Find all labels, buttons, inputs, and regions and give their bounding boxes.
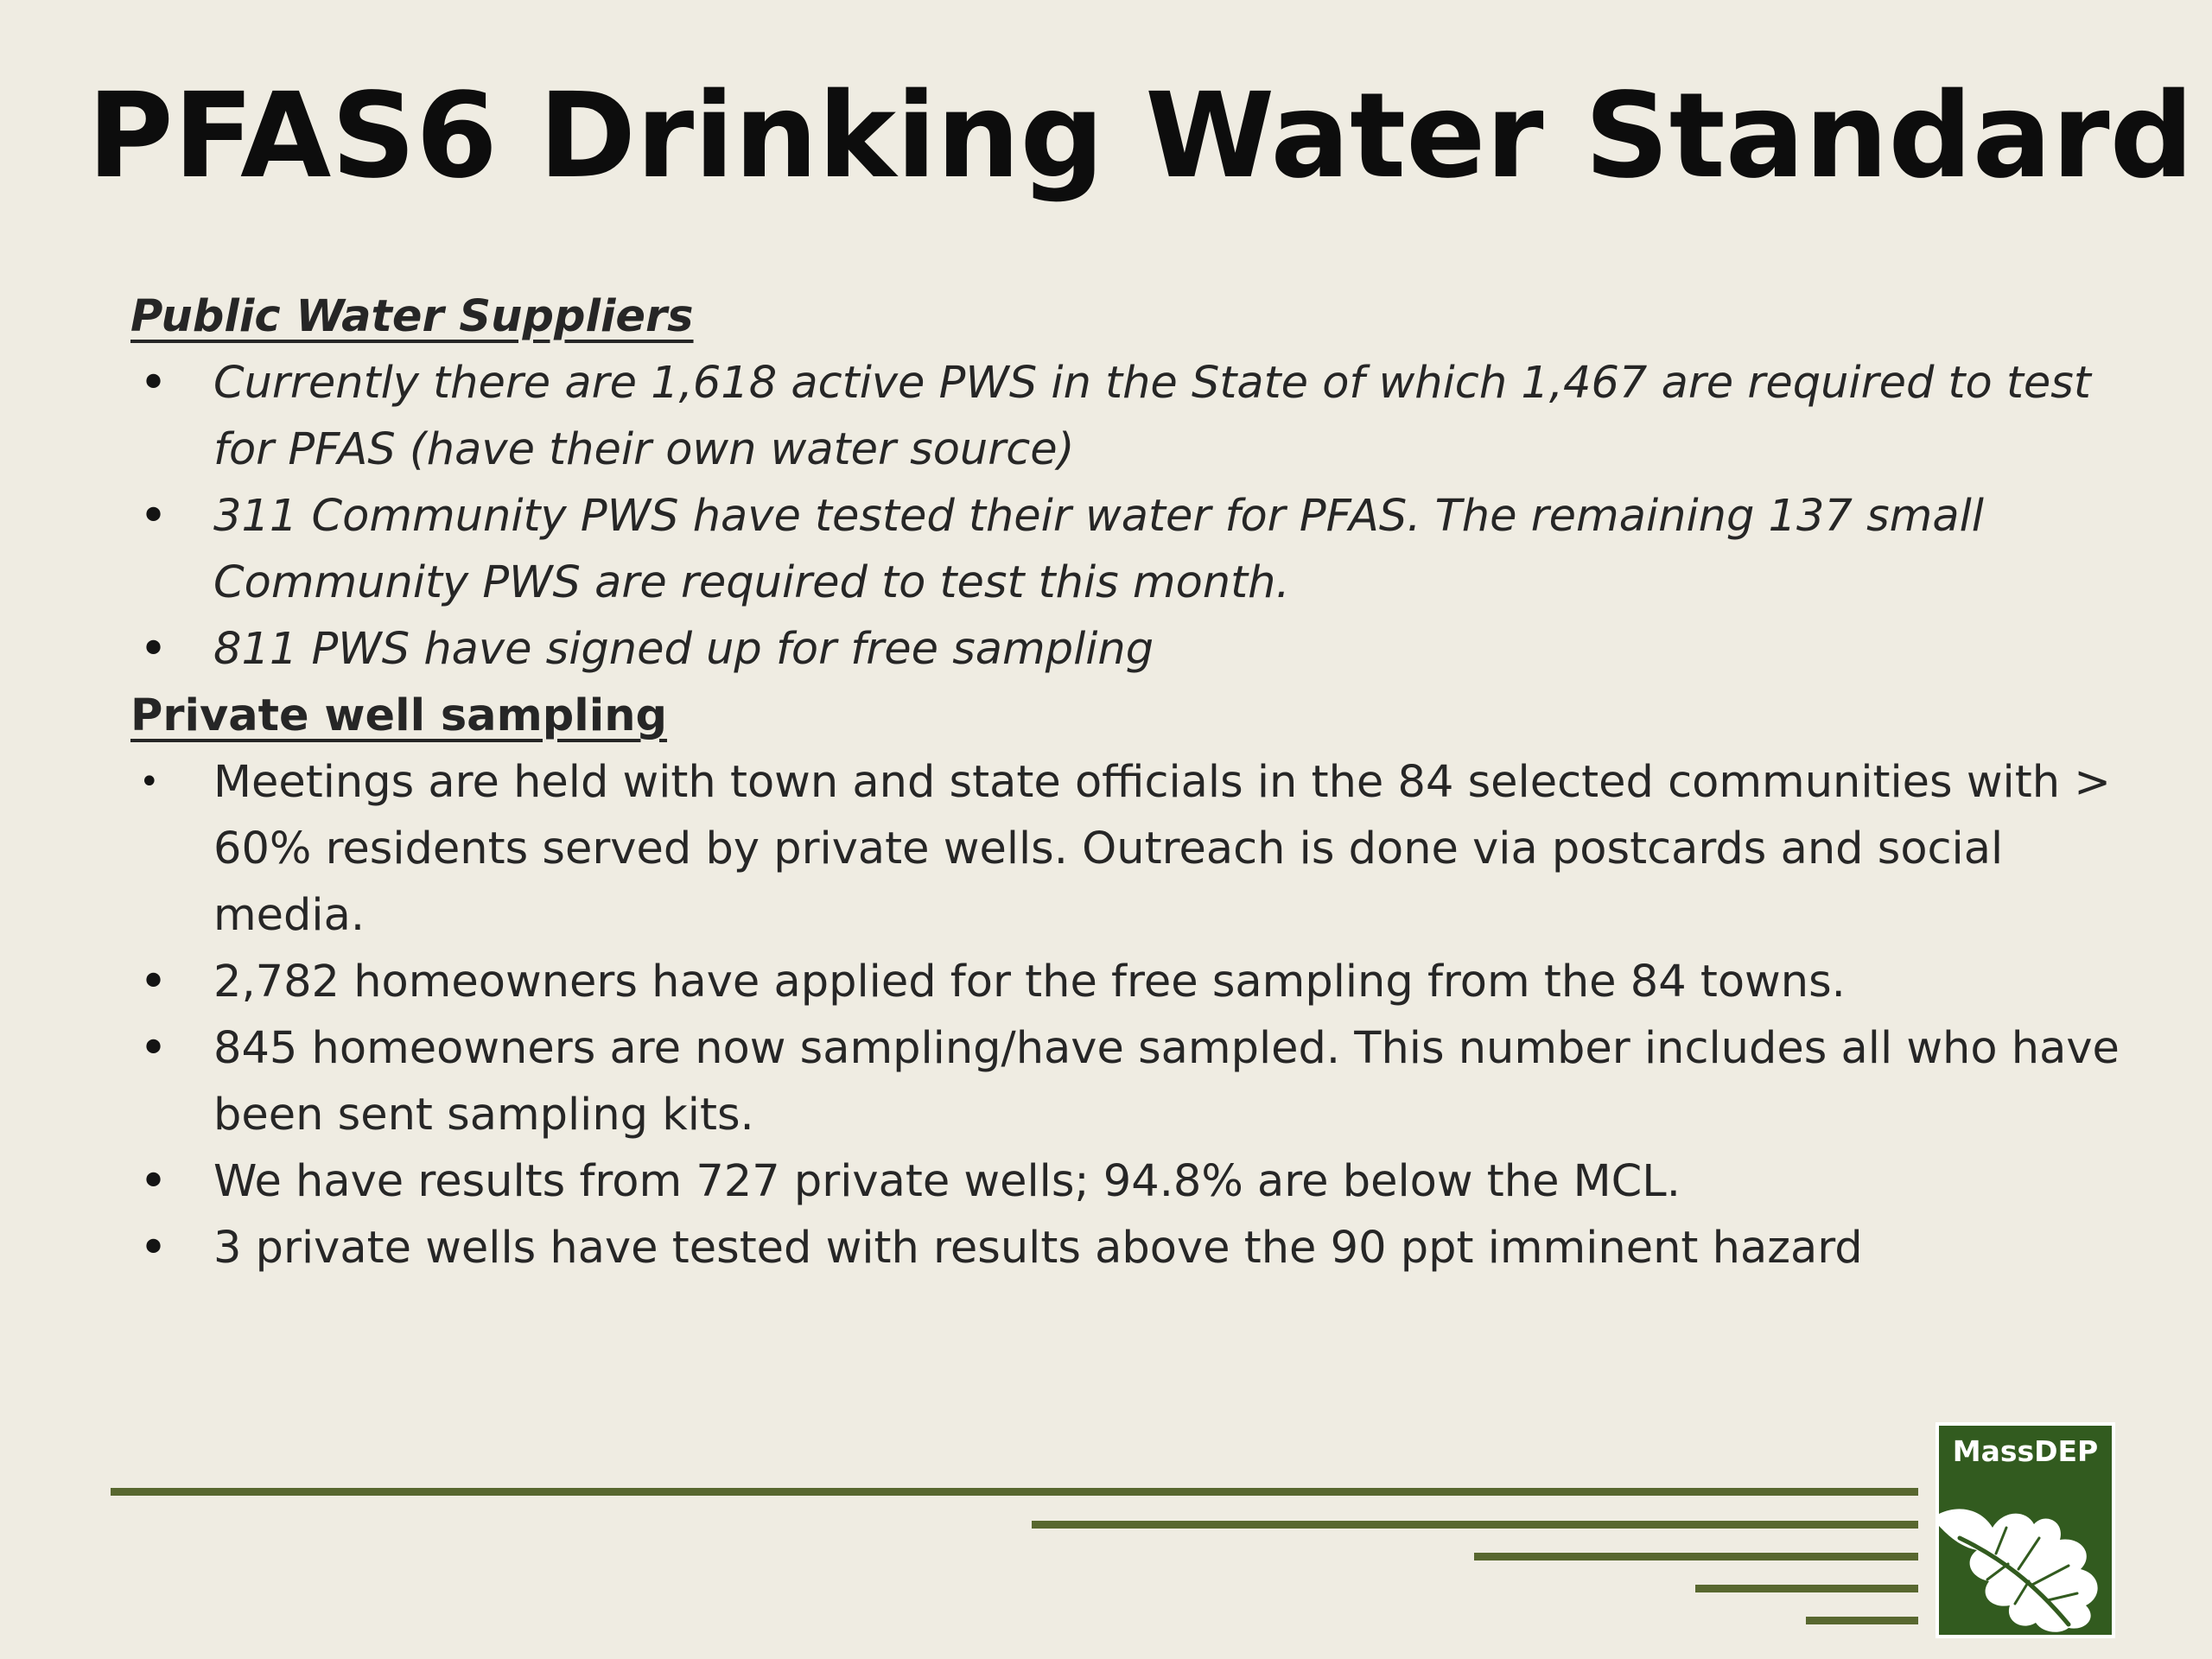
bullet-icon: • [139,488,168,544]
slide-title: PFAS6 Drinking Water Standard [87,68,2194,205]
bullet-icon: • [139,1020,168,1077]
list-item [130,350,2144,483]
footer-rule-1 [111,1488,1918,1496]
list-item [130,483,2144,616]
footer-rule-4 [1695,1585,1918,1592]
list-item-text: Meetings are held with town and state officials in the 84 selected communities with > 60% residents served by private wells. Outreach is done via postcards and social media. [213,757,2111,941]
list-item-text: Currently there are 1,618 active PWS in the State of which 1,467 are required to test for PFAS (have their own water source) [213,358,2091,475]
bullet-icon: • [139,621,168,677]
list-item [130,949,2144,1015]
public-water-suppliers-list [130,350,2144,683]
footer-rule-3 [1474,1553,1918,1560]
massdep-logo [1936,1422,2115,1638]
list-item [130,1215,2144,1281]
list-item [130,616,2144,683]
footer-rule-2 [1032,1521,1918,1529]
list-item-text: 845 homeowners are now sampling/have sampled. This number includes all who have been sent sampling kits. [213,1023,2120,1141]
section-heading-public-water-suppliers: Public Water Suppliers [130,291,694,342]
private-well-sampling-list [130,749,2144,1281]
list-item-text: 811 PWS have signed up for free sampling [213,624,1154,675]
list-item-text: 311 Community PWS have tested their water for PFAS. The remaining 137 small Community PWS are required to test this month. [213,491,1984,608]
list-item-text: 3 private wells have tested with results above the 90 ppt imminent hazard [213,1223,1863,1274]
bullet-icon: • [139,1154,168,1210]
footer-rule-5 [1806,1617,1918,1624]
bullet-icon: • [139,1220,168,1276]
bullet-icon: • [139,954,168,1010]
list-item [130,749,2144,949]
list-item [130,1015,2144,1148]
logo-text: MassDEP [1952,1434,2099,1468]
list-item-text: 2,782 homeowners have applied for the free sampling from the 84 towns. [213,957,1846,1007]
bullet-icon: • [139,762,160,802]
list-item [130,1148,2144,1215]
slide-content [130,283,2144,1281]
bullet-icon: • [139,355,168,411]
section-heading-private-well-sampling: Private well sampling [130,690,668,741]
oak-leaf-icon [1939,1471,2112,1635]
list-item-text: We have results from 727 private wells; 94.8% are below the MCL. [213,1156,1681,1207]
